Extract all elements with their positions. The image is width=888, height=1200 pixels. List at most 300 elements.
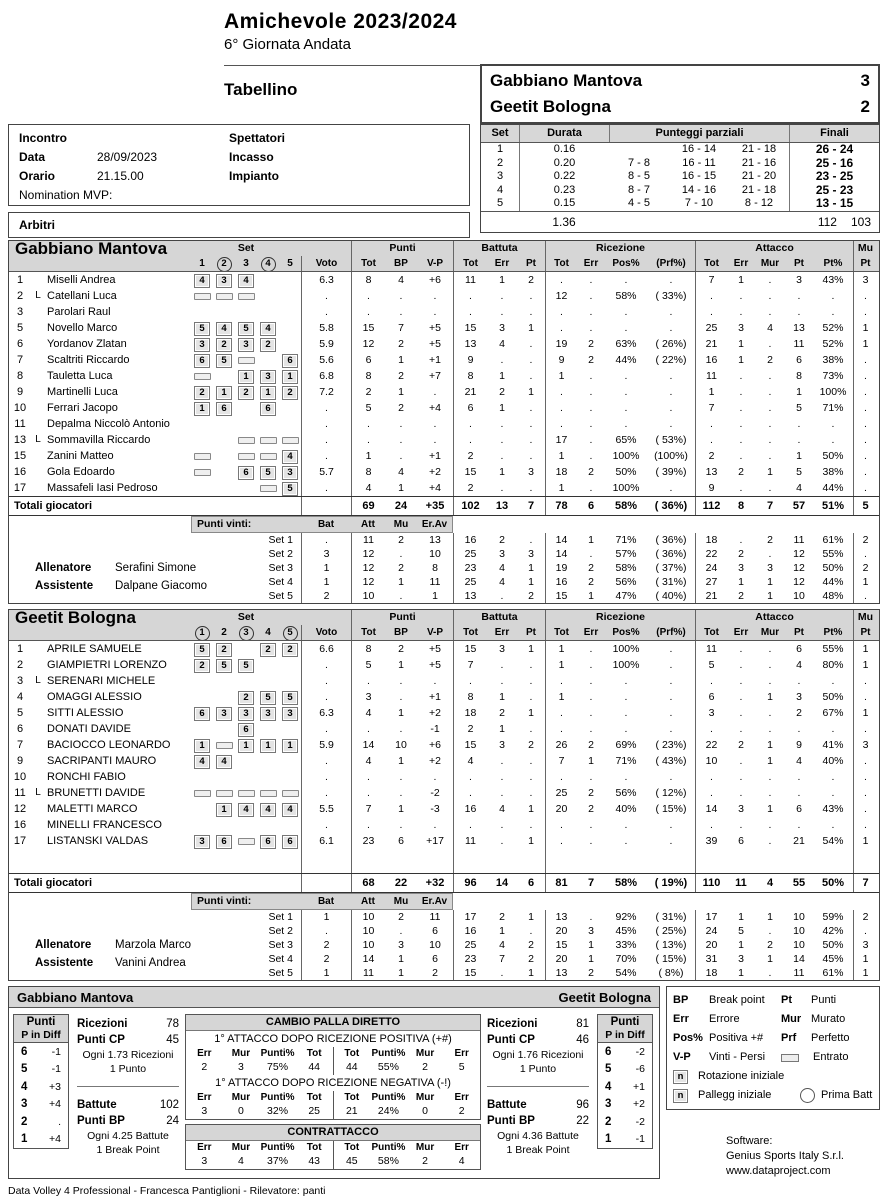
set-cell	[191, 641, 213, 657]
stat-cell: 4	[351, 705, 385, 721]
set-cell	[191, 657, 213, 673]
parziale-cell: 7 - 10	[684, 197, 714, 209]
stat-cell: .	[739, 402, 743, 414]
punti-vinti-label: Punti vinti:	[191, 893, 301, 910]
stat-cell: 1	[528, 386, 534, 398]
stat-cell: .	[624, 418, 628, 430]
player-name: LISTANSKI VALDAS	[47, 835, 149, 847]
stat-cell: 8	[432, 562, 438, 574]
set-cell	[213, 368, 235, 384]
player-name: Sommavilla Riccardo	[47, 434, 151, 446]
away-bp-value: 22	[576, 1115, 589, 1127]
stat-header-row	[186, 1047, 480, 1060]
player-number: 4	[16, 691, 24, 703]
legend-pt-key: Pt	[781, 994, 792, 1006]
stat-cell: .	[529, 819, 533, 831]
stat-cell: .	[529, 691, 533, 703]
diff-row	[598, 1131, 652, 1149]
stat-cell: .	[545, 416, 577, 432]
libero-flag	[31, 368, 45, 384]
set-cell	[213, 336, 235, 352]
stat-cell: .	[500, 967, 504, 979]
rotation-start-token: 1	[282, 739, 298, 753]
parziali-col-header: Punteggi parziali	[609, 125, 789, 142]
stat-cell: 1	[398, 755, 404, 767]
player-number: 10	[13, 402, 27, 414]
stat-cell: 16	[695, 352, 727, 368]
rotation-start-token: 1	[260, 386, 276, 400]
stat-cell: .	[739, 643, 743, 655]
set-cell	[279, 785, 301, 801]
stat-cell	[605, 849, 647, 873]
set-cell	[235, 737, 257, 753]
stat-cell: .	[739, 659, 743, 671]
stat-cell: 12	[351, 547, 385, 561]
stat-cell: .	[529, 755, 533, 767]
stat-cell: 17	[545, 432, 577, 448]
stat-cell: 22	[695, 737, 727, 753]
stat-cell: 11	[793, 338, 805, 350]
stat-cell: 44	[333, 1060, 371, 1075]
player-row	[9, 320, 879, 336]
stat-cell: 10	[429, 548, 441, 560]
stat-cell: 102	[453, 497, 487, 515]
stat-cell: .	[500, 354, 504, 366]
stat-cell: 71%	[822, 402, 844, 414]
home-team-table	[8, 240, 880, 604]
stat-cell: 3	[398, 939, 404, 951]
set-cell	[213, 705, 235, 721]
set-cell	[191, 320, 213, 336]
stat-cell: .	[624, 771, 628, 783]
stat-cell: 6	[587, 500, 595, 512]
home-team-name: Gabbiano Mantova	[490, 71, 643, 90]
stat-cell: .	[529, 370, 533, 382]
parziale-cell: 21 - 16	[741, 156, 777, 169]
stat-cell: 1	[499, 466, 505, 478]
stat-cell: +1	[429, 450, 441, 462]
set-cell	[279, 480, 301, 496]
stat-cell: 3	[738, 562, 744, 574]
column-header: Pt%	[823, 258, 843, 269]
stat-cell: .	[529, 418, 533, 430]
column-header: Err	[494, 258, 510, 269]
legend-err-value: Errore	[709, 1013, 740, 1025]
column-header: Tot	[453, 625, 487, 640]
stat-cell: 9	[545, 352, 577, 368]
stat-cell: 2	[422, 1061, 428, 1073]
libero-flag	[31, 416, 45, 432]
stat-cell: .	[797, 771, 801, 783]
orario-value: 21.15.00	[97, 168, 144, 183]
stat-cell: .	[500, 755, 504, 767]
diff-value: +4	[49, 1133, 61, 1146]
rotation-number: 2	[605, 1115, 612, 1128]
set-cell	[279, 320, 301, 336]
stat-cell: .	[831, 675, 835, 687]
set-table-header	[481, 125, 879, 143]
stat-cell: 18	[545, 464, 577, 480]
set-cell	[191, 432, 213, 448]
stat-cell: 45%	[615, 925, 637, 937]
column-header: V-P	[426, 258, 444, 269]
diff-value: -1	[51, 1063, 61, 1076]
stat-cell: 6.3	[301, 272, 351, 288]
stat-cell: 44%	[822, 576, 844, 588]
home-battute-label: Battute	[77, 1099, 117, 1111]
column-header: (Prf%)	[656, 258, 686, 269]
stat-cell: 13	[453, 589, 487, 603]
stat-cell: 8	[351, 641, 385, 657]
rotation-start-token: 2	[194, 386, 210, 400]
set-cell	[279, 705, 301, 721]
info-row	[19, 185, 459, 204]
stat-cell: .	[624, 386, 628, 398]
stat-cell: Punti%	[260, 1142, 295, 1153]
stat-cell	[785, 849, 813, 873]
player-row	[9, 673, 879, 689]
right-column	[666, 986, 880, 1179]
legend-prf-value: Perfetto	[811, 1032, 850, 1044]
player-name: Parolari Raul	[47, 306, 111, 318]
stat-cell: .	[669, 418, 673, 430]
stat-cell: .	[453, 769, 487, 785]
summary-content	[9, 1008, 659, 1174]
stat-cell: ( 22%)	[655, 354, 687, 366]
stat-cell: Tot	[333, 1141, 371, 1154]
stat-cell: 18	[695, 966, 727, 980]
set-cell	[257, 288, 279, 304]
set-cell	[279, 801, 301, 817]
set-cell	[235, 416, 257, 432]
stat-cell: .	[589, 819, 593, 831]
punti-label: Punti	[26, 1016, 56, 1028]
stat-cell: 1	[301, 575, 351, 589]
set-cell	[235, 464, 257, 480]
stat-cell: .	[768, 290, 772, 302]
set-cell	[257, 817, 279, 833]
player-number: 16	[13, 466, 27, 478]
rotation-start-token: 3	[260, 370, 276, 384]
stat-cell: +1	[429, 691, 441, 703]
stat-cell: Mur	[415, 1142, 435, 1153]
column-header: Pt%	[823, 627, 843, 638]
set-cell	[191, 721, 213, 737]
rotation-number: 4	[605, 1080, 612, 1093]
stat-cell: 1	[398, 707, 404, 719]
set-cell	[235, 336, 257, 352]
stat-cell: 1	[398, 386, 404, 398]
column-header: Err	[494, 627, 510, 638]
rotation-number: 2	[21, 1115, 28, 1128]
stat-cell: +2	[429, 755, 441, 767]
set-cell	[257, 801, 279, 817]
stat-cell: 3	[201, 1155, 208, 1167]
libero-flag: L	[35, 290, 41, 301]
stat-cell: 4	[351, 480, 385, 496]
stat-cell: .	[399, 675, 403, 687]
stat-cell: .	[831, 306, 835, 318]
set-cell	[279, 673, 301, 689]
stat-cell	[487, 849, 517, 873]
stat-cell: 1	[545, 657, 577, 673]
stat-cell: 21	[453, 384, 487, 400]
empty-cell	[301, 241, 351, 256]
rotation-number: 1	[21, 1133, 28, 1146]
durata-cell: 0.20	[519, 157, 609, 171]
set-label: Set 5	[268, 967, 293, 979]
software-block	[666, 1134, 880, 1179]
stat-cell: .	[853, 448, 877, 464]
column-header: Pos%	[612, 258, 640, 269]
stat-cell: .	[739, 723, 743, 735]
stat-cell: 1	[499, 274, 505, 286]
column-header: Tot	[351, 625, 385, 640]
set-cell	[257, 769, 279, 785]
rotation-number: 6	[21, 1045, 28, 1058]
stat-cell: .	[669, 707, 673, 719]
stat-cell: .	[739, 482, 743, 494]
entrato-icon	[781, 1054, 799, 1062]
away-ogni-bat: Ogni 4.36 Battute	[497, 1130, 579, 1142]
stat-cell: 3	[528, 466, 534, 478]
stat-cell: 8	[453, 689, 487, 705]
set-cell	[257, 368, 279, 384]
stat-cell: 6	[453, 400, 487, 416]
empty-cell	[9, 516, 191, 531]
stat-cell: .	[589, 659, 593, 671]
stat-cell: .	[500, 659, 504, 671]
rotation-number: 5	[21, 1063, 28, 1076]
cambio-palla-title: CAMBIO PALLA DIRETTO	[186, 1015, 480, 1031]
set-cell	[257, 416, 279, 432]
stat-cell: .	[399, 590, 403, 602]
diff-value: +1	[633, 1080, 645, 1093]
parziale-cell: 8 - 12	[744, 197, 774, 209]
stat-cell: 21	[793, 835, 805, 847]
punti-label: Punti	[610, 1016, 640, 1028]
stat-cell: .	[589, 548, 593, 560]
stat-cell: 1	[738, 911, 744, 923]
stat-cell: .	[589, 386, 593, 398]
stat-cell: 21	[695, 336, 727, 352]
stat-cell: ( 12%)	[655, 787, 687, 799]
stat-cell: .	[301, 288, 351, 304]
stat-value-row	[186, 1154, 480, 1169]
stat-cell: .	[768, 643, 772, 655]
stat-cell: 2	[853, 910, 877, 924]
stat-cell: .	[399, 771, 403, 783]
stat-cell: +5	[429, 643, 441, 655]
stat-cell: Err	[197, 1092, 212, 1103]
punti-vinti-row	[9, 910, 879, 924]
legend-prf-key: Prf	[781, 1032, 797, 1044]
stat-cell: .	[624, 707, 628, 719]
set-cell	[235, 288, 257, 304]
stat-cell: ( 15%)	[655, 953, 687, 965]
stat-cell: .	[529, 354, 533, 366]
stat-cell: .	[351, 673, 385, 689]
stat-cell: .	[500, 771, 504, 783]
set-cell	[235, 689, 257, 705]
stat-cell: 2	[695, 448, 727, 464]
set-cell	[279, 641, 301, 657]
stat-cell: 2	[588, 787, 594, 799]
stat-cell: 61%	[822, 534, 844, 546]
legend-pos-key: Pos%	[673, 1032, 703, 1044]
player-name: SACRIPANTI MAURO	[47, 755, 157, 767]
stat-cell: 3	[528, 548, 534, 560]
set-label: Set 1	[268, 911, 293, 923]
player-row	[9, 769, 879, 785]
stat-cell: .	[589, 911, 593, 923]
stat-cell	[647, 849, 695, 873]
stat-cell: 2	[453, 480, 487, 496]
set-cell	[213, 464, 235, 480]
stat-cell: 9	[695, 480, 727, 496]
rotation-start-token: 4	[260, 322, 276, 336]
stat-cell: 1	[767, 953, 773, 965]
stat-cell: 5	[458, 1061, 465, 1073]
player-row	[9, 464, 879, 480]
stat-cell: .	[301, 769, 351, 785]
set-cell	[191, 464, 213, 480]
stat-cell: .	[433, 418, 437, 430]
rotation-square-icon: n	[673, 1070, 688, 1084]
stat-cell: .	[433, 306, 437, 318]
stat-cell: (100%)	[654, 450, 688, 462]
player-number: 13	[13, 434, 27, 446]
rotation-start-token: 3	[282, 707, 298, 721]
stat-cell: .	[739, 707, 743, 719]
stat-cell: 15	[453, 464, 487, 480]
stat-cell: 25	[695, 320, 727, 336]
stat-cell: Err	[454, 1142, 469, 1153]
stat-cell: 43%	[822, 274, 844, 286]
stat-cell: .	[768, 707, 772, 719]
stat-cell: 100%	[612, 450, 640, 462]
stat-cell: 6	[432, 953, 438, 965]
stat-cell: 6.1	[301, 833, 351, 849]
stat-cell: 8	[351, 464, 385, 480]
allenatore-label: Allenatore	[35, 562, 92, 574]
away-ricezioni-label: Ricezioni	[487, 1018, 538, 1030]
p-in-diff-label: P in Diff	[21, 1029, 61, 1041]
set-label: Set 3	[268, 562, 293, 574]
stat-cell: .	[500, 835, 504, 847]
away-ogni-ric: Ogni 1.76 Ricezioni	[492, 1049, 584, 1061]
stat-cell: .	[768, 771, 772, 783]
stat-cell: 11	[351, 533, 385, 547]
attacco-group-label: Attacco	[695, 610, 853, 625]
stat-cell: Mur	[231, 1142, 251, 1153]
set-cell	[257, 673, 279, 689]
allenatore-label: Allenatore	[35, 939, 92, 951]
stat-cell: 80%	[822, 659, 844, 671]
stat-cell: .	[853, 801, 877, 817]
stat-cell: 1	[499, 402, 505, 414]
stat-cell: 2	[432, 967, 438, 979]
column-header: Voto	[301, 625, 351, 640]
stat-cell: 2	[738, 466, 744, 478]
stat-cell: 5.8	[301, 320, 351, 336]
stat-cell: 16	[453, 924, 487, 938]
stat-cell: 2	[528, 590, 534, 602]
stat-cell: 1	[588, 590, 594, 602]
stat-cell: 7	[453, 657, 487, 673]
stat-cell: .	[589, 707, 593, 719]
stat-cell: 4	[499, 338, 505, 350]
stat-cell: 1	[499, 691, 505, 703]
stat-cell: 10	[351, 924, 385, 938]
player-number: 6	[16, 723, 24, 735]
stat-cell	[755, 849, 785, 873]
stat-cell: 1	[432, 590, 438, 602]
stat-cell: 2	[796, 707, 802, 719]
player-row	[9, 737, 879, 753]
stat-cell: Punti%	[371, 1142, 406, 1153]
top-area	[8, 8, 880, 240]
stat-cell: -3	[430, 803, 440, 815]
stat-cell: 3	[499, 548, 505, 560]
stat-value-row	[186, 1060, 480, 1075]
stat-cell: 3	[853, 737, 877, 753]
finale-cell: 25 - 16	[789, 157, 879, 171]
set-cell	[235, 753, 257, 769]
column-header: Mur	[760, 627, 780, 638]
set-cell	[213, 272, 235, 288]
stat-cell: 19	[545, 336, 577, 352]
player-row	[9, 432, 879, 448]
libero-flag	[31, 769, 45, 785]
stat-cell: 7	[545, 753, 577, 769]
player-number: 17	[13, 482, 27, 494]
rotation-start-token: 4	[260, 803, 276, 817]
set-cell	[235, 272, 257, 288]
stat-cell: 69	[351, 497, 385, 515]
stat-cell: 1	[528, 576, 534, 588]
rotation-number: 1	[605, 1133, 612, 1146]
set-table-total-row	[481, 211, 879, 232]
set-label: Set 5	[268, 590, 293, 602]
stat-cell: 1	[545, 368, 577, 384]
set-cell	[279, 352, 301, 368]
stat-cell: .	[351, 288, 385, 304]
stat-cell: 13	[695, 464, 727, 480]
libero-flag	[31, 817, 45, 833]
stat-cell: .	[453, 432, 487, 448]
set-cell	[235, 304, 257, 320]
stat-cell: 1	[499, 925, 505, 937]
set-cell	[279, 448, 301, 464]
stat-cell: 4	[499, 576, 505, 588]
set-cell	[235, 368, 257, 384]
column-header: Err	[733, 627, 749, 638]
diff-value: +2	[633, 1098, 645, 1111]
stat-cell: .	[669, 643, 673, 655]
stat-cell: 25	[453, 547, 487, 561]
substitute-in-token	[216, 742, 233, 749]
set-cell	[279, 817, 301, 833]
player-number: 10	[13, 771, 27, 783]
set-number: 3	[243, 258, 249, 269]
stat-cell: 1	[528, 803, 534, 815]
stat-cell: 16	[545, 575, 577, 589]
stat-cell: 4	[458, 1155, 465, 1167]
stat-cell: 20	[695, 938, 727, 952]
stat-cell: 25	[453, 575, 487, 589]
stat-cell: 1	[738, 274, 744, 286]
